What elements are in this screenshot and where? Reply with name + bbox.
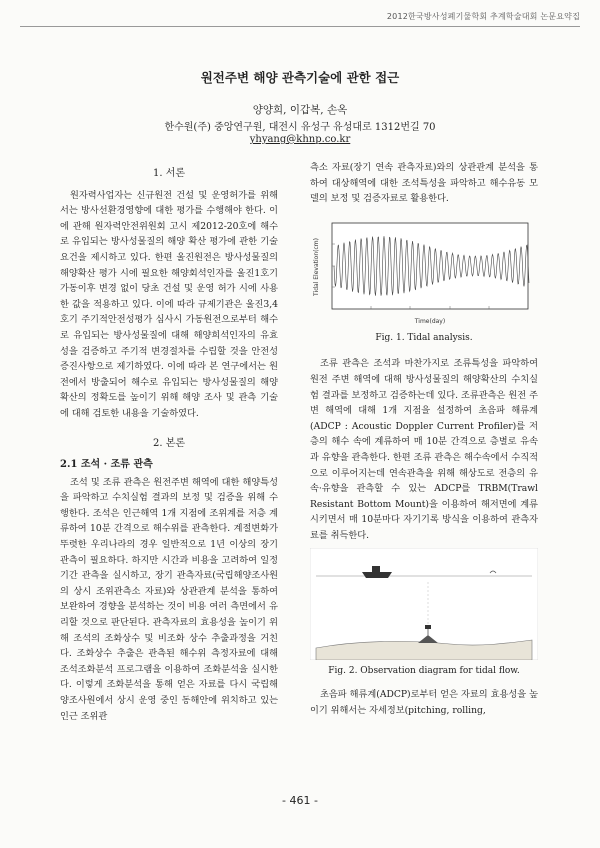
- page-header: [0, 0, 600, 36]
- fig1-caption: Fig. 1. Tidal analysis.: [375, 332, 473, 343]
- current-paragraph: 조류 관측은 조석과 마찬가지로 조류특성을 파악하여 원전 주변 해역에 대해 방사성물질의 해양확산의 수치실험 결과를 보정하고 검증하는데 있다. 조류관측은 원전 주변 해역에 대해 1개 지점을 설정하여 초음파 해류계(ADCP : Acoustic Doppler Current Profiler)를 저층의 해수 속에 계류하여 매 10분 간격으로 층별로 유속과 유향을 관측한다. 한편 조류 관측은 해수속에서 수직적으로 이루어지는데 연속관측을 위해 해상도로 전층의 유속·유향을 관측할 수 있는 ADCP를 TRBM(Trawl Resistant Bottom Mount)을 이용하여 해저면에 계류시키면서 매 10분마다 자기기록 방식을 이용하여 관측자료를 취득한다.: [310, 358, 538, 541]
- body-paragraph: 조석 및 조류 관측은 원전주변 해역에 대한 해양특성을 파악하고 수치실험 결과의 보정 및 검증을 위해 수행한다. 조석은 인근해역 1개 지점에 조위계를 저층 계류하여 10분 간격으로 해수위를 관측한다. 계절변화가 뚜렷한 우리나라의 경우 일반적으로 1년 이상의 장기관측이 필요하다. 하지만 시간과 비용을 고려하여 일정기간 관측을 실시하고, 장기 관측자료(국립해양조사원의 상시 조위관측소 자료)와 상관관계 분석을 통하여 보완하여 경향을 분석하는 것이 비용 여러 측면에서 유리할 것으로 판단된다. 관측자료의 효용성을 높이기 위해 조석의 조화상수 및 비조화 상수 추출과정을 거친다. 조화상수 추출은 관측된 해수위 측정자료에 대해 조석조화분석 프로그램을 이용하여 조화분석을 실시한다. 이렇게 조화분석을 통해 얻은 자료를 다시 국립해양조사원에서 상시 운영 중인 동해안에 위치하고 있는 인근 조위관: [60, 476, 278, 722]
- paper-affiliation: 한수원(주) 중앙연구원, 대전시 유성구 유성대로 1312번길 70: [164, 122, 436, 133]
- paper-authors: 양양희, 이갑복, 손옥: [252, 104, 348, 116]
- right-column: [310, 160, 538, 718]
- adcp-icon: [425, 625, 431, 629]
- subsection-heading: 2.1 조석 · 조류 관측: [60, 459, 153, 471]
- figure-tidal-analysis: [310, 217, 538, 327]
- header-rule: [20, 26, 580, 27]
- tidal-plot: [310, 217, 538, 327]
- continuation-paragraph: 측소 자료(장기 연속 관측자료)와의 상관관계 분석을 통하여 대상해역에 대한 조석특성을 파악하고 해수유동 모델의 보정 및 검증자료로 활용한다.: [310, 162, 538, 205]
- fig1-xlabel: Time(day): [414, 317, 446, 325]
- fig2-caption: Fig. 2. Observation diagram for tidal flow.: [328, 665, 520, 676]
- running-head: 2012한국방사성폐기물학회 추계학술대회 논문요약집: [386, 12, 580, 21]
- page-number: - 461 -: [282, 794, 318, 807]
- section-heading-body: 2. 본론: [152, 437, 186, 449]
- figure-observation-diagram: [310, 548, 538, 660]
- adcp-paragraph: 초음파 해류계(ADCP)로부터 얻은 자료의 효용성을 높이기 위해서는 자세정보(pitching, rolling,: [310, 689, 538, 716]
- fig1-ylabel: Tidal Elevation(cm): [313, 237, 320, 296]
- paper-title: 원전주변 해양 관측기술에 관한 접근: [200, 70, 400, 85]
- left-column: [60, 160, 278, 724]
- section-heading-intro: 1. 서론: [152, 168, 186, 179]
- intro-paragraph: 원자력사업자는 신규원전 건설 및 운영허가를 위해서는 방사선환경영향에 대한 평가를 수행해야 한다. 이에 관해 원자력안전위원회 고시 제2012-20호에 해수로 유입되는 방사성물질의 해양 확산 평가에 관한 기술요건을 제시하고 있다. 한편 울진원전은 방사성물질의 해양확산 평가 시에 필요한 해양회석인자를 울진1호기 가동이후 변경 없이 당초 건설 및 운영 허가 시에 사용한 값을 적용하고 있다. 이에 따라 규제기관은 울진3,4호기 주기적안전성평가 심사시 가동원전으로부터 해수로 유입되는 방사성물질에 대해 해양희석인자의 유효성을 검증하고 주기적 변경절차를 수립할 것을 안전성 증진사항으로 제기하였다. 이에 따라 본 연구에서는 원전에서 방출되어 해수로 유입되는 방사성물질의 해양확산의 정확도를 높이기 위해 해양 조사 및 관측 기술에 대해 검토한 내용을 기술하였다.: [60, 189, 278, 419]
- observation-diagram: [310, 548, 538, 660]
- email-link[interactable]: yhyang@khnp.co.kr: [249, 134, 351, 145]
- paper-email: [0, 134, 600, 145]
- survey-ship-icon: [362, 572, 392, 578]
